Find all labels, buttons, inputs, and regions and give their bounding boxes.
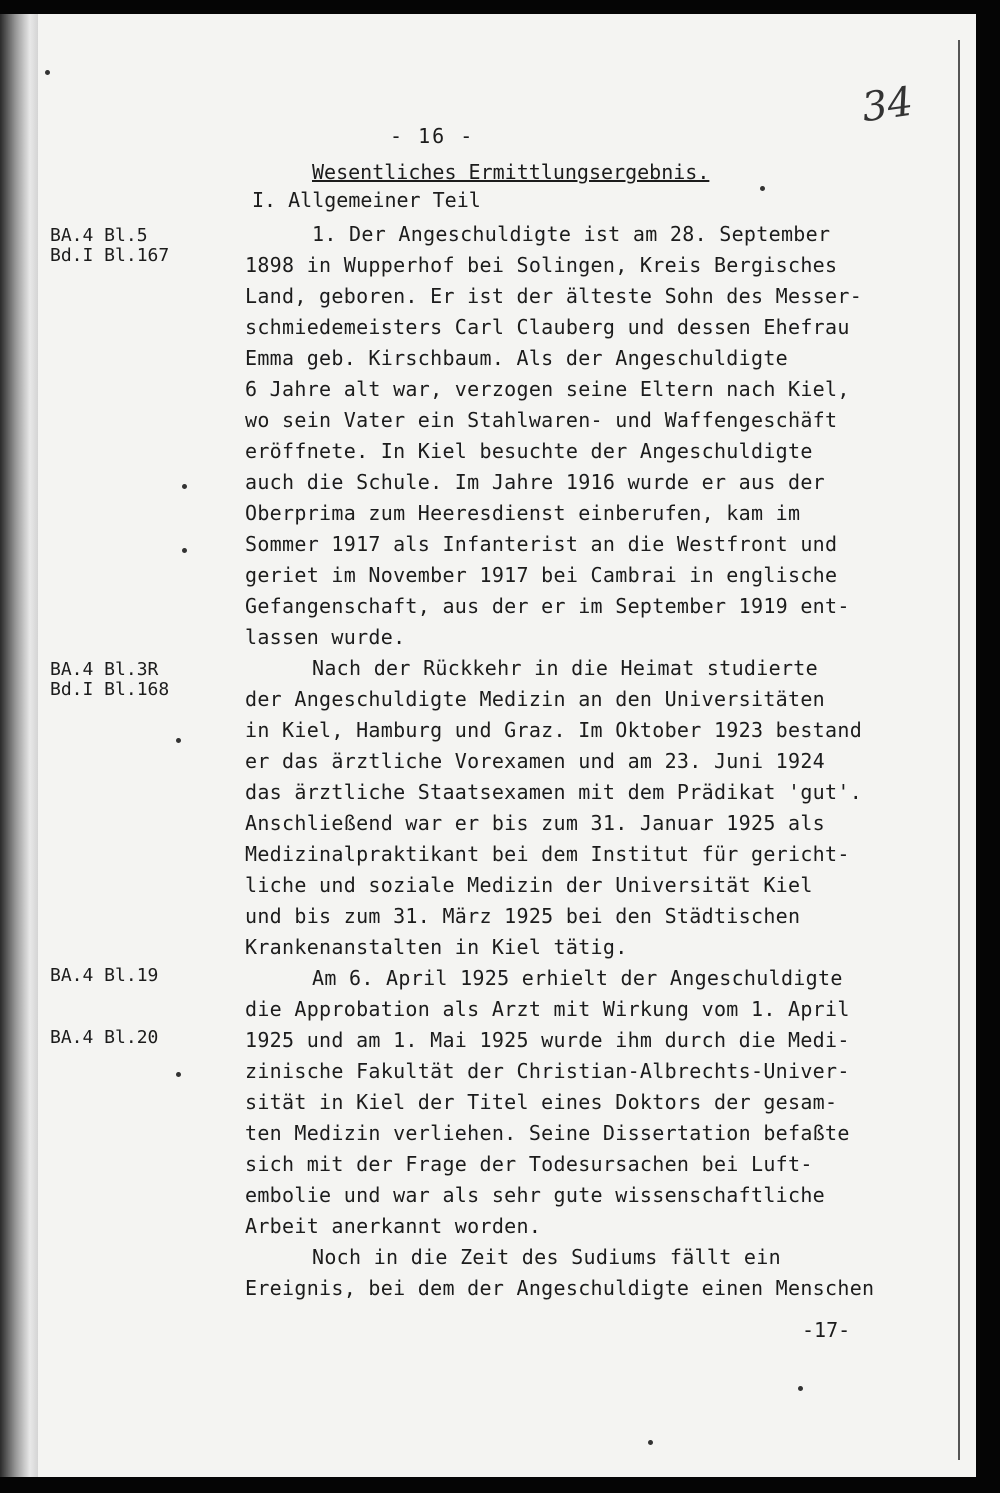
next-page-indicator: -17- (802, 1318, 851, 1342)
text-line: Arbeit anerkannt worden. (245, 1214, 542, 1238)
binding-edge (0, 14, 40, 1477)
text-line: eröffnete. In Kiel besuchte der Angeschuldigte (245, 439, 813, 463)
text-line: geriet im November 1917 bei Cambrai in englische (245, 563, 838, 587)
text-line: Emma geb. Kirschbaum. Als der Angeschuldigte (245, 346, 789, 370)
text-line: das ärztliche Staatsexamen mit dem Prädikat 'gut'. (245, 780, 863, 804)
text-line: ten Medizin verliehen. Seine Dissertation befaßte (245, 1121, 850, 1145)
margin-ref: BA.4 Bl.5 (50, 225, 148, 246)
text-line: Noch in die Zeit des Sudiums fällt ein (312, 1245, 781, 1269)
text-line: die Approbation als Arzt mit Wirkung vom 1. April (245, 997, 850, 1021)
text-line: Medizinalpraktikant bei dem Institut für gericht- (245, 842, 850, 866)
text-line: 1925 und am 1. Mai 1925 wurde ihm durch die Medi- (245, 1028, 850, 1052)
text-line: Gefangenschaft, aus der er im September 1919 ent- (245, 594, 850, 618)
section-title: I. Allgemeiner Teil (252, 188, 481, 212)
text-line: 1898 in Wupperhof bei Solingen, Kreis Bergisches (245, 253, 838, 277)
margin-ref: BA.4 Bl.3R (50, 659, 159, 680)
speck (176, 1072, 181, 1077)
text-line: schmiedemeisters Carl Clauberg und dessen Ehefrau (245, 315, 850, 339)
speck (798, 1386, 803, 1391)
text-line: 1. Der Angeschuldigte ist am 28. September (312, 222, 831, 246)
speck (182, 484, 187, 489)
text-line: lassen wurde. (245, 625, 406, 649)
right-margin-rule (958, 40, 960, 1460)
text-line: Anschließend war er bis zum 31. Januar 1925 als (245, 811, 826, 835)
text-line: Am 6. April 1925 erhielt der Angeschuldigte (312, 966, 843, 990)
speck (45, 70, 50, 75)
text-line: Sommer 1917 als Infanterist an die Westfront und (245, 532, 838, 556)
margin-ref: BA.4 Bl.19 (50, 965, 159, 986)
text-line: zinische Fakultät der Christian-Albrechts-Univer- (245, 1059, 850, 1083)
text-line: Krankenanstalten in Kiel tätig. (245, 935, 628, 959)
text-line: in Kiel, Hamburg und Graz. Im Oktober 1923 bestand (245, 718, 863, 742)
margin-ref: Bd.I Bl.168 (50, 679, 170, 700)
handwritten-folio-number: 34 (859, 78, 916, 132)
speck (176, 738, 181, 743)
text-line: er das ärztliche Vorexamen und am 23. Juni 1924 (245, 749, 826, 773)
margin-ref: Bd.I Bl.167 (50, 245, 170, 266)
speck (648, 1440, 653, 1445)
text-line: der Angeschuldigte Medizin an den Universitäten (245, 687, 826, 711)
document-heading: Wesentliches Ermittlungsergebnis. (312, 160, 710, 184)
text-line: sität in Kiel der Titel eines Doktors der gesam- (245, 1090, 838, 1114)
text-line: liche und soziale Medizin der Universität Kiel (245, 873, 813, 897)
speck (182, 548, 187, 553)
text-line: auch die Schule. Im Jahre 1916 wurde er aus der (245, 470, 826, 494)
text-line: Ereignis, bei dem der Angeschuldigte einen Menschen (245, 1276, 875, 1300)
text-line: Oberprima zum Heeresdienst einberufen, kam im (245, 501, 801, 525)
text-line: wo sein Vater ein Stahlwaren- und Waffengeschäft (245, 408, 838, 432)
text-line: Nach der Rückkehr in die Heimat studierte (312, 656, 818, 680)
margin-ref: BA.4 Bl.20 (50, 1027, 159, 1048)
text-line: Land, geboren. Er ist der älteste Sohn des Messer- (245, 284, 863, 308)
text-line: sich mit der Frage der Todesursachen bei Luft- (245, 1152, 813, 1176)
speck (760, 186, 765, 191)
page-number: - 16 - (390, 124, 475, 148)
text-line: embolie und war als sehr gute wissenschaftliche (245, 1183, 826, 1207)
text-line: und bis zum 31. März 1925 bei den Städtischen (245, 904, 801, 928)
text-line: 6 Jahre alt war, verzogen seine Eltern nach Kiel, (245, 377, 850, 401)
